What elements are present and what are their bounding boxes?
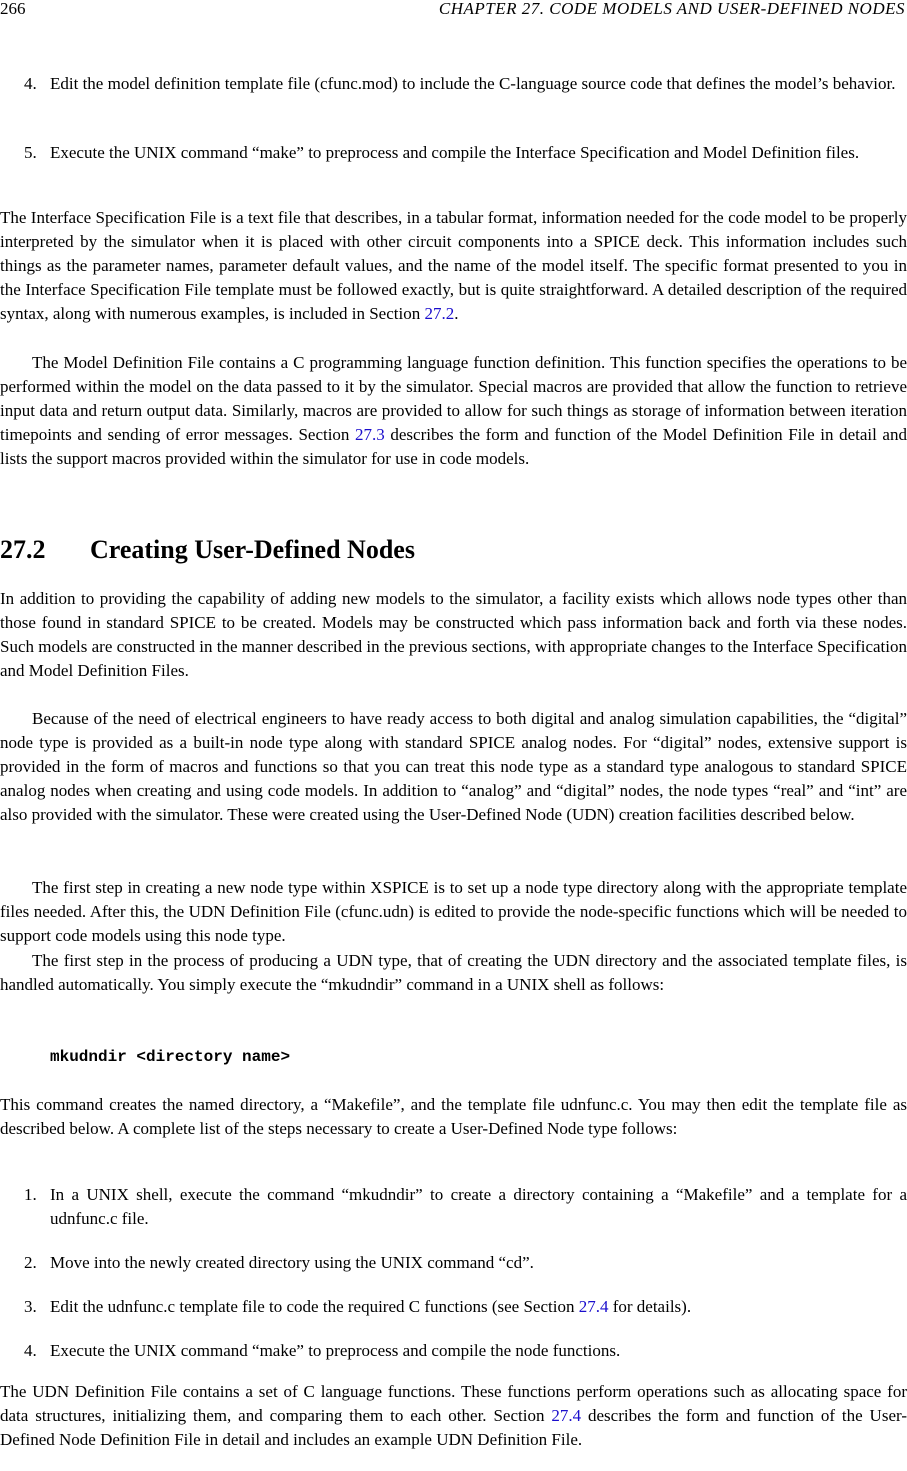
list-item-number: 4. — [24, 1341, 37, 1360]
list-item-number: 4. — [24, 74, 37, 93]
paragraph-text: The Model Definition File contains a C programming language function definition. This function specifies the operations to be performed within the model on the data passed to it by the simulator. Special macros are provided that allow the function to retrieve input data and return output data. Similarly, macros are provided to allow for such things as storage of information between iteration timepoints and sending of error messages. Section — [0, 353, 907, 444]
section-link[interactable]: 27.2 — [424, 304, 455, 323]
paragraph-text: The Interface Specification File is a text file that describes, in a tabular format, information needed for the code model to be properly interpreted by the simulator when it is placed with other circuit components into a SPICE deck. This information includes such things as the parameter names, parameter default values, and the name of the model itself. The specific format presented to you in the Interface Specification File template must be followed exactly, but is quite straightforward. A detailed description of the required syntax, along with numerous examples, is included in Section — [0, 208, 907, 323]
paragraph-interface-spec — [0, 206, 907, 326]
list-item-text-part: for details). — [608, 1297, 692, 1316]
list-item-number: 1. — [24, 1185, 37, 1204]
paragraph-text: . — [454, 304, 459, 323]
section-link[interactable]: 27.4 — [551, 1406, 582, 1425]
page-number: 266 — [0, 0, 26, 18]
list-item-text — [50, 1295, 907, 1319]
paragraph-model-definition — [0, 351, 907, 471]
paragraph-steps-intro: This command creates the named directory, a “Makefile”, and the template file udnfunc.c. You may then edit the template file as described below. A complete list of the steps necessary to create a User-Defined Node type follows: — [0, 1095, 907, 1138]
paragraph-text: describes the form and function of the Model Definition File in detail and lists the support macros provided within the simulator for use in code models. — [0, 425, 907, 468]
section-link[interactable]: 27.4 — [578, 1297, 609, 1316]
running-header — [0, 0, 907, 22]
paragraph-digital-nodes: Because of the need of electrical engineers to have ready access to both digital and analog simulation capabilities, the “digital” node type is provided as a built-in node type along with standard SPICE analog nodes. For “digital” nodes, extensive support is provided in the form of macros and functions so that you can treat this node type as a standard type analogous to standard SPICE analog nodes when creating and using code models. In addition to “analog” and “digital” nodes, the node types “real” and “int” are also provided with the simulator. These were created using the User-Defined Node (UDN) creation facilities described below. — [0, 709, 907, 824]
list-item-text: Move into the newly created directory using the UNIX command “cd”. — [50, 1253, 534, 1272]
list-item-text: Execute the UNIX command “make” to preprocess and compile the Interface Specification and Model Definition files. — [50, 143, 860, 162]
section-title: Creating User-Defined Nodes — [90, 535, 415, 564]
paragraph-text: describes the form and function of the User-Defined Node Definition File in detail and includes an example UDN Definition File. — [0, 1406, 907, 1449]
list-item-number: 2. — [24, 1253, 37, 1272]
section-link[interactable]: 27.3 — [355, 425, 385, 444]
list-item-text: In a UNIX shell, execute the command “mkudndir” to create a directory containing a “Makefile” and a template for a udnfunc.c file. — [50, 1185, 907, 1228]
code-block: mkudndir <directory name> — [50, 1048, 291, 1066]
list-item-number: 5. — [24, 143, 37, 162]
chapter-title: CHAPTER 27. CODE MODELS AND USER-DEFINED NODES — [438, 0, 905, 18]
list-item-text-part: Edit the udnfunc.c template file to code the required C functions (see Section — [50, 1297, 579, 1316]
paragraph-udn-definition — [0, 1380, 907, 1452]
paragraph-intro: In addition to providing the capability of adding new models to the simulator, a facility exists which allows node types other than those found in standard SPICE to be created. Models may be constructed which pass information back and forth via these nodes. Such models are constructed in the manner described in the previous sections, with appropriate changes to the Interface Specification and Model Definition Files. — [0, 589, 907, 680]
paragraph-mkudndir: The first step in the process of producing a UDN type, that of creating the UDN directory and the associated template files, is handled automatically. You simply execute the “mkudndir” command in a UNIX shell as follows: — [0, 951, 907, 994]
paragraph-text: The UDN Definition File contains a set of C language functions. These functions perform operations such as allocating space for data structures, initializing them, and comparing them to each other. Section — [0, 1382, 907, 1425]
section-number: 27.2 — [0, 535, 46, 564]
list-item-text: Execute the UNIX command “make” to preprocess and compile the node functions. — [50, 1341, 621, 1360]
paragraph-node-directory: The first step in creating a new node type within XSPICE is to set up a node type directory along with the appropriate template files needed. After this, the UDN Definition File (cfunc.udn) is edited to provide the node-specific functions which will be needed to support code models using this node type. — [0, 878, 907, 945]
list-item-number: 3. — [24, 1297, 37, 1316]
list-item-text: Edit the model definition template file (cfunc.mod) to include the C-language source code that defines the model’s behavior. — [50, 74, 896, 93]
